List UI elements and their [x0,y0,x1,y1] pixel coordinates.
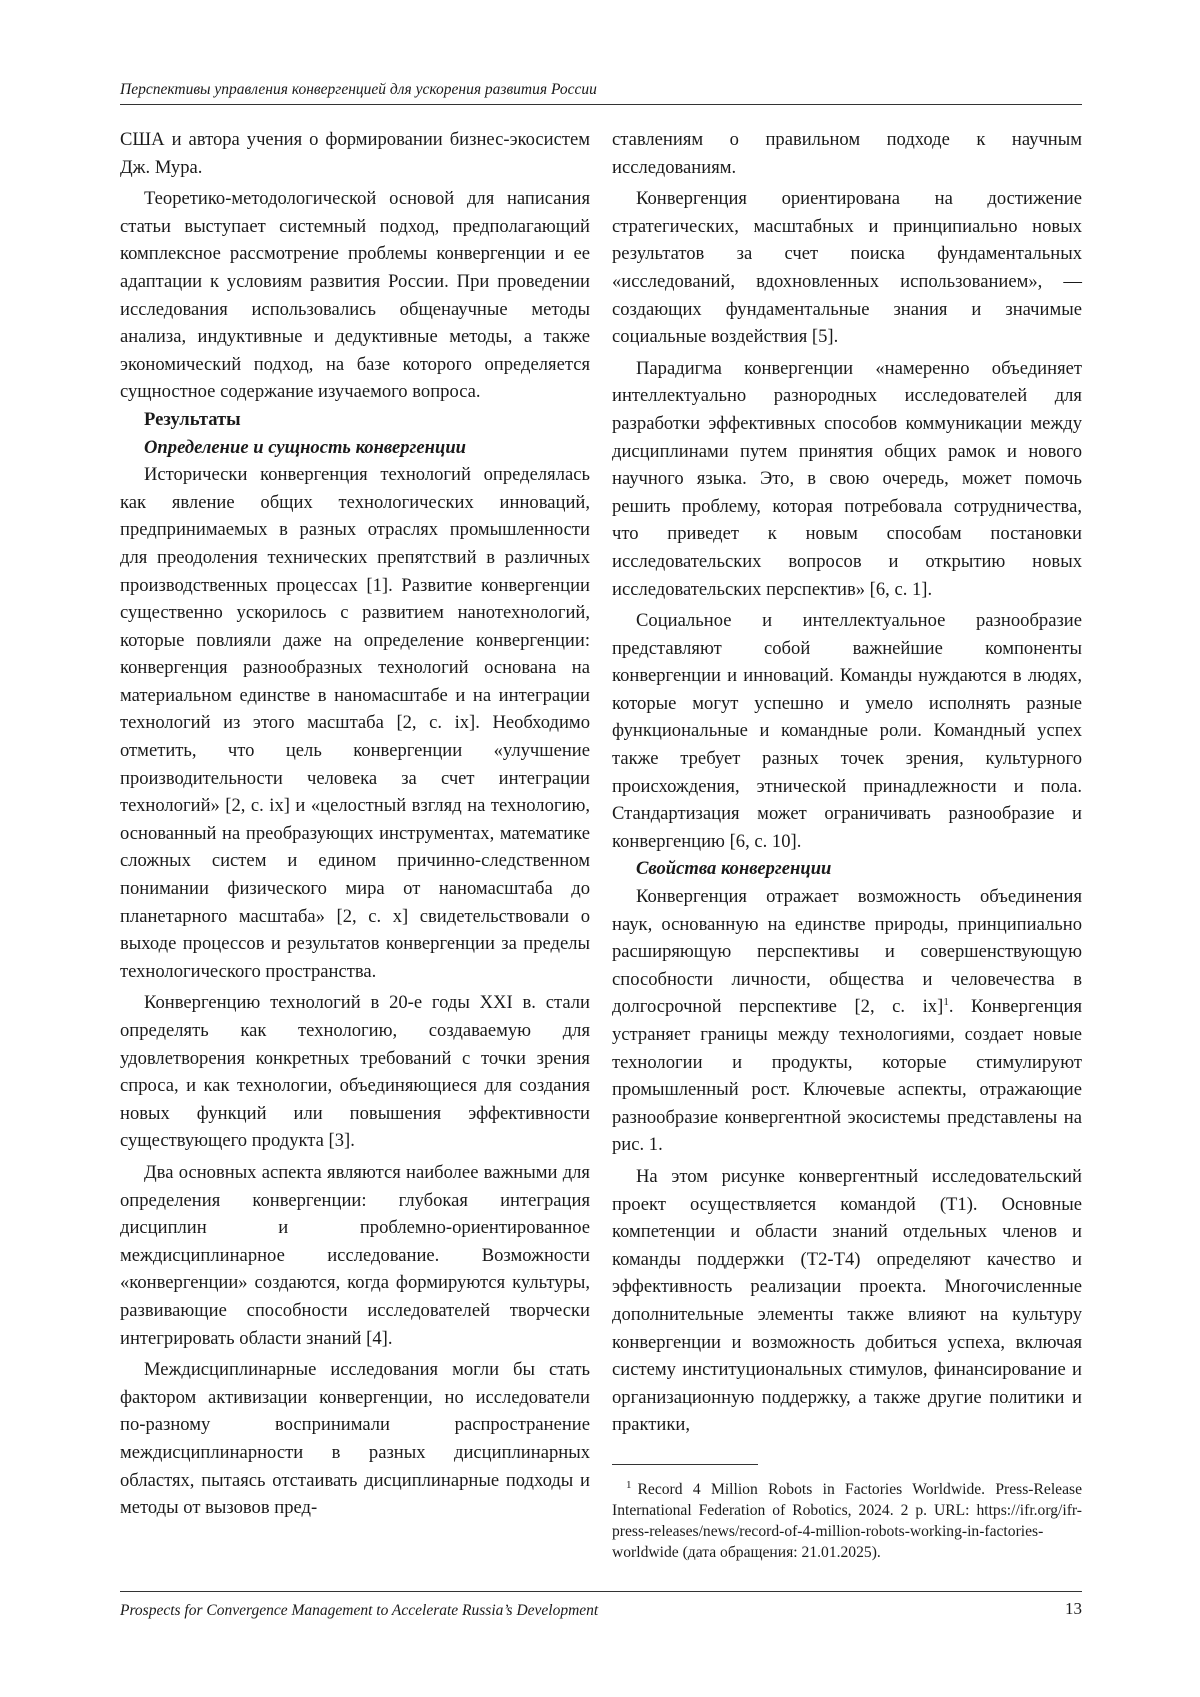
paragraph: Исторически конвергенция технологий определялась как явление общих технологических инноваций, предпринимаемых в разных отраслях промышленности для преодоления технических препятствий в различных производственных процессах [1]. Развитие конвергенции существенно ускорилось с развитием нанотехнологий, которые повлияли даже на определение конвергенции: конвергенция разнообразных технологий основана на материальном единстве в наномасштабе и на интеграции технологий из этого масштаба [2, с. ix]. Необходимо отметить, что цель конвергенции «улучшение производительности человека за счет интеграции технологий» [2, с. ix] и «целостный взгляд на технологию, основанный на преобразующих инструментах, математике сложных систем и едином причинно-следственном понимании физического мира от наномасштаба до планетарного масштаба» [2, с. x] свидетельствовали о выходе процессов и результатов конвергенции за пределы технологического пространства. [120,464,590,982]
footnote-divider [612,1464,758,1465]
subheading-properties: Свойства конвергенции [636,858,832,880]
paragraph: США и автора учения о формировании бизнес-экосистем Дж. Мура. [120,129,590,178]
right-column [612,126,1082,1439]
footer-divider [120,1591,1082,1592]
paragraph: На этом рисунке конвергентный исследовательский проект осуществляется командой (T1). Основные компетенции и области знаний отдельных членов и команды поддержки (T2-T4) определяют качество и эффективность реализации проекта. Многочисленные дополнительные элементы также влияют на культуру конвергенции и возможность добиться успеха, включая систему институциональных стимулов, финансирование и организационную поддержку, а также другие политики и практики, [612,1165,1082,1436]
footnote-text: Record 4 Million Robots in Factories Worldwide. Press-Release International Federation of Robotics, 2024. 2 p. URL: https://ifr.org/ifr-press-releases/news/record-of-4-million-robots-working-in-factories-worldwide (дата обращения: 21.01.2025). [612,1481,1082,1562]
paragraph: Междисциплинарные исследования могли бы стать фактором активизации конвергенции, но исследователи по-разному воспринимали распространение междисциплинарности в разных дисциплинарных областях, пытаясь отстаивать дисциплинарные подходы и методы от вызовов пред- [120,1359,590,1519]
paragraph [612,883,1082,1159]
running-footer: Prospects for Convergence Management to Accelerate Russia’s Development [120,1602,599,1619]
paragraph: ставлениям о правильном подходе к научным исследованиям. [612,129,1082,178]
paragraph: Конвергенция ориентирована на достижение стратегических, масштабных и принципиально новых результатов за счет поиска фундаментальных «исследований, вдохновленных использованием», — создающих фундаментальные знания и значимые социальные воздействия [5]. [612,188,1082,348]
paragraph: Два основных аспекта являются наиболее важными для определения конвергенции: глубокая интеграция дисциплин и проблемно-ориентированное междисциплинарное исследование. Возможности «конвергенции» создаются, когда формируются культуры, развивающие способности исследователей творчески интегрировать области знаний [4]. [120,1161,590,1349]
footnote-number: 1 [626,1479,632,1491]
subheading-definition: Определение и сущность конвергенции [144,436,466,458]
footnote [612,1475,1082,1563]
section-heading-results: Результаты [144,408,241,430]
running-header: Перспективы управления конвергенцией для ускорения развития России [120,80,1082,105]
paragraph: Социальное и интеллектуальное разнообразие представляют собой важнейшие компоненты конвергенции и инноваций. Команды нуждаются в людях, которые могут успешно и умело исполнять разные функциональные и командные роли. Командный успех также требует разных точек зрения, культурного происхождения, этнической принадлежности и пола. Стандартизация может ограничивать разнообразие и конвергенцию [6, с. 10]. [612,610,1082,852]
footnote-reference[interactable]: 1 [943,996,949,1009]
paragraph: Конвергенцию технологий в 20-е годы XXI в. стали определять как технологию, создаваемую для удовлетворения конкретных требований с точки зрения спроса, и как технологии, объединяющиеся для создания новых функций или повышения эффективности существующего продукта [3]. [120,992,590,1152]
paragraph-text: . Конвергенция устраняет границы между технологиями, создает новые технологии и продукты, которые стимулируют промышленный рост. Ключевые аспекты, отражающие разнообразие конвергентной экосистемы представлены на рис. 1. [612,996,1082,1156]
left-column [120,126,590,1522]
paragraph-text: Конвергенция отражает возможность объединения наук, основанную на единстве природы, принципиально расширяющую перспективы и совершенствующую способности личности, общества и человечества в долгосрочной перспективе [2, с. ix] [612,886,1082,1018]
paragraph: Парадигма конвергенции «намеренно объединяет интеллектуально разнородных исследователей для разработки эффективных способов коммуникации между дисциплинами путем принятия общих рамок и нового научного языка. Это, в свою очередь, может помочь решить проблему, которая потребовала сотрудничества, что приведет к новым способам постановки исследовательских вопросов и открытию новых исследовательских перспектив» [6, с. 1]. [612,357,1082,600]
page-number: 13 [1065,1599,1082,1618]
paragraph: Теоретико-методологической основой для написания статьи выступает системный подход, предполагающий комплексное рассмотрение проблемы конвергенции и ее адаптации к условиям развития России. При проведении исследования использовались общенаучные методы анализа, индуктивные и дедуктивные методы, а также экономический подход, на базе которого определяется сущностное содержание изучаемого вопроса. [120,188,590,403]
